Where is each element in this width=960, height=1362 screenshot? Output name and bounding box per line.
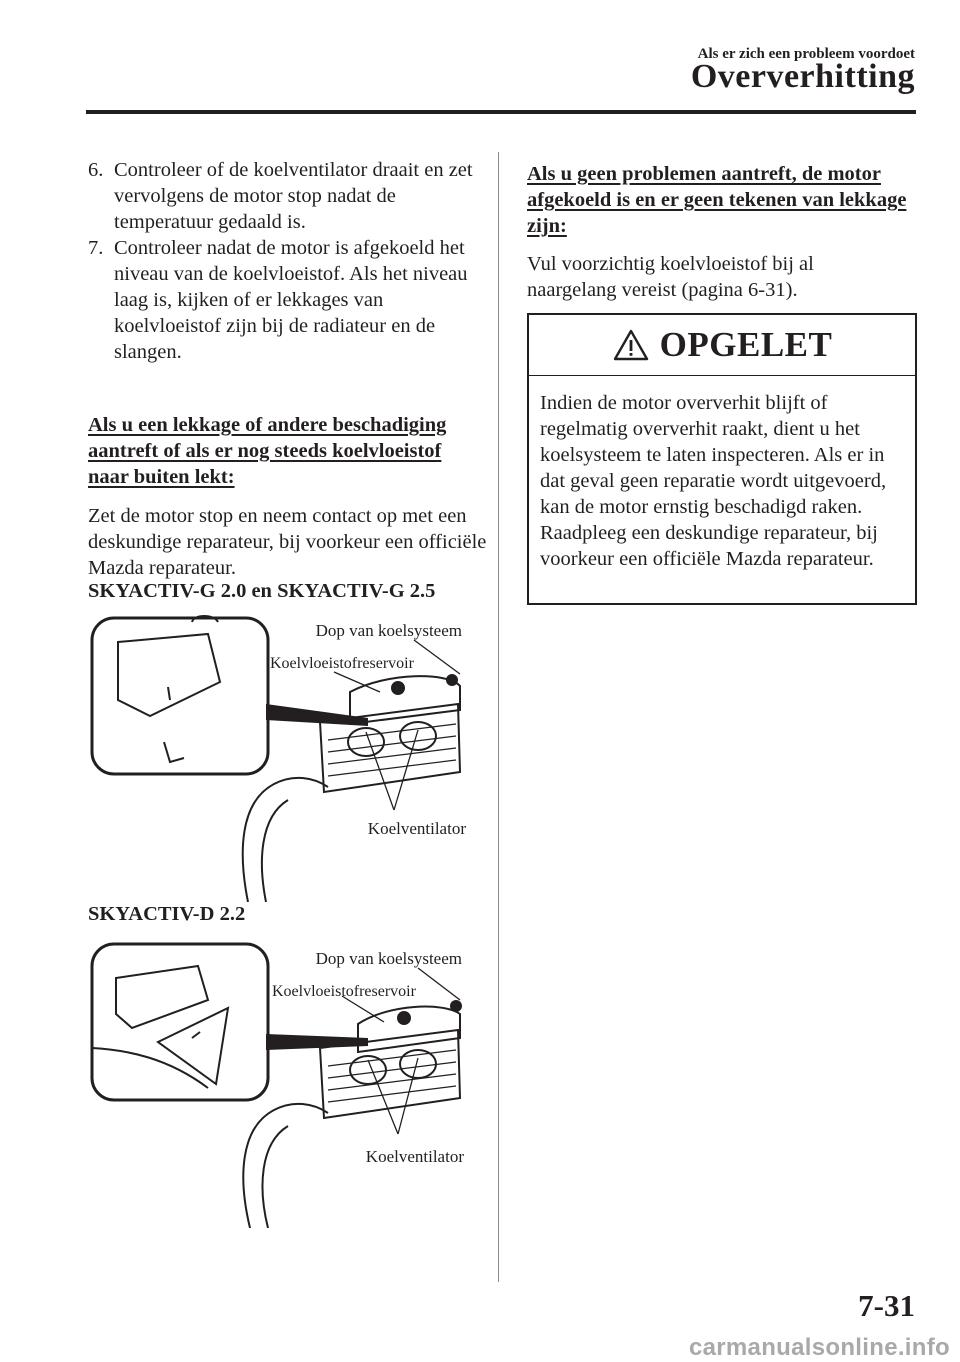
variant-label-d: SKYACTIV-D 2.2	[88, 903, 246, 925]
reservoir-label: Koelvloeistofreservoir	[270, 655, 414, 672]
leak-body: Zet de motor stop en neem contact op met een deskundige reparateur, bij voorkeur een officiële Mazda reparateur.	[88, 505, 487, 579]
step-item	[88, 157, 488, 235]
no-problem-body: Vul voorzichtig koelvloeistof bij al naargelang vereist (pagina 6-31).	[527, 253, 814, 301]
engine-bay-illustration-d	[88, 938, 480, 1228]
reservoir-label: Koelvloeistofreservoir	[272, 983, 416, 1000]
step-number: 7.	[88, 237, 104, 259]
step-item	[88, 235, 488, 365]
page-title: Oververhitting	[690, 58, 915, 95]
fan-label: Koelventilator	[365, 1147, 464, 1166]
caution-header	[529, 315, 915, 376]
caution-box	[527, 313, 917, 605]
step-list	[88, 157, 488, 365]
page-number: 7-31	[858, 1288, 915, 1323]
section-name: Als er zich een probleem voordoet	[697, 46, 915, 62]
warning-triangle-icon	[612, 328, 650, 362]
caution-title: OPGELET	[659, 325, 833, 364]
column-divider	[498, 152, 499, 1282]
header-rule	[86, 110, 916, 114]
step-text: Controleer of de koelventilator draait en zet vervolgens de motor stop nadat de temperatuur gedaald is.	[114, 159, 473, 233]
leak-heading: Als u een lekkage of andere beschadiging aantreft of als er nog steeds koelvloeistof naar buiten lekt:	[88, 414, 447, 488]
watermark: carmanualsonline.info	[688, 1334, 950, 1361]
engine-bay-illustration-g	[88, 612, 480, 902]
variant-label-g: SKYACTIV-G 2.0 en SKYACTIV-G 2.5	[88, 580, 436, 602]
step-number: 6.	[88, 159, 104, 181]
caution-text: Indien de motor oververhit blijft of regelmatig oververhit raakt, dient u het koelsysteem te laten inspecteren. Als er in dat geval geen reparatie wordt uitgevoerd, kan de motor ernstig beschadigd raken. Raadpleeg een deskundige reparateur, bij voorkeur een officiële Mazda reparateur.	[540, 392, 887, 570]
step-text: Controleer nadat de motor is afgekoeld het niveau van de koelvloeistof. Als het niveau laag is, kijken of er lekkages van koelvloeistof zijn bij de radiateur en de slangen.	[114, 237, 468, 363]
cap-label: Dop van koelsysteem	[315, 949, 462, 968]
cap-label: Dop van koelsysteem	[315, 621, 462, 640]
no-problem-heading: Als u geen problemen aantreft, de motor afgekoeld is en er geen tekenen van lekkage zijn:	[527, 163, 907, 237]
fan-label: Koelventilator	[367, 819, 466, 838]
